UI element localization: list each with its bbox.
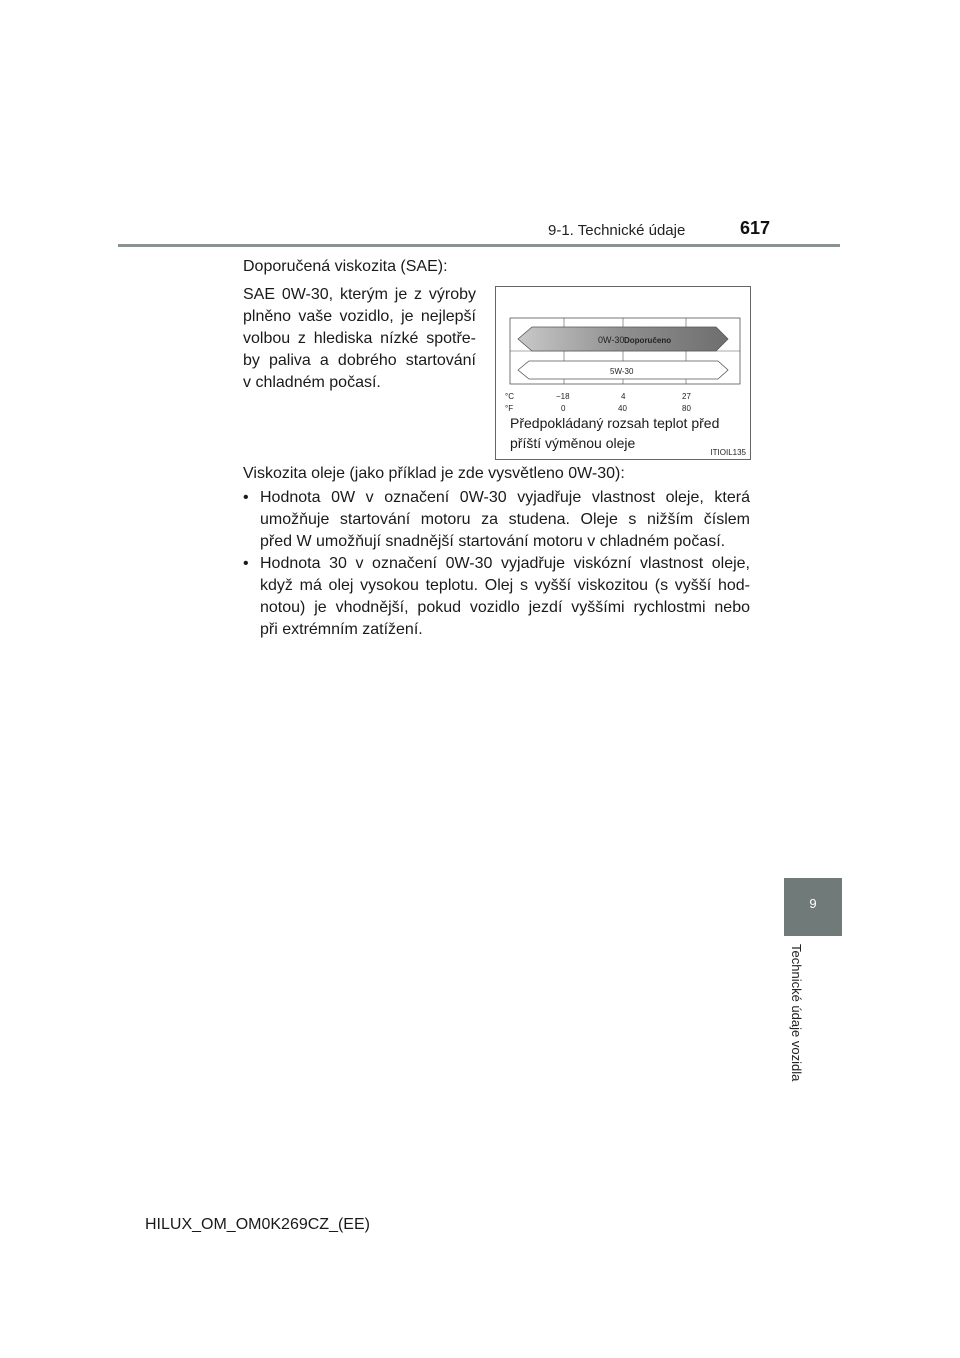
recommendation-paragraph [243, 284, 476, 394]
fahrenheit-unit-label: °F [505, 404, 514, 412]
paragraph-line: plněno vaše vozidlo, je nejlepší [243, 308, 476, 325]
figure-caption-line: Předpokládaný rozsah teplot před [510, 415, 720, 431]
bullet-line: umožňuje startování motoru za studena. Oleje s nižším číslem [260, 511, 750, 528]
paragraph-line: volbou z hlediska nízké spotře- [243, 330, 476, 347]
recommended-label: Doporučeno [624, 336, 672, 345]
footer-doc-id: HILUX_OM_OM0K269CZ_(EE) [145, 1216, 370, 1233]
chapter-side-label-text: Technické údaje vozidla [789, 944, 804, 1082]
fahrenheit-tick: 0 [561, 404, 566, 412]
bullet-line: Hodnota 0W v označení 0W-30 vyjadřuje vlastnost oleje, která [260, 489, 750, 506]
viscosity-temperature-diagram [496, 287, 750, 412]
paragraph-line: by paliva a dobrého startování [243, 352, 476, 369]
celsius-tick: 27 [682, 392, 691, 401]
oil-0w30-label: 0W-30 [598, 335, 625, 345]
page-number: 617 [740, 218, 771, 238]
paragraph-line: v chladném počasí. [243, 374, 381, 391]
bullet-line: když má olej vysokou teplotu. Olej s vyšší viskozitou (s vyšší hod- [260, 577, 750, 594]
chapter-tab-number: 9 [809, 896, 817, 911]
fahrenheit-tick: 80 [682, 404, 691, 412]
bullet-item-30 [243, 553, 750, 641]
figure-code: ITIOIL135 [710, 448, 746, 457]
figure-caption [510, 413, 719, 453]
bullet-item-0w [243, 487, 750, 553]
viscosity-figure [495, 286, 751, 460]
chapter-side-label [789, 944, 813, 1104]
figure-caption-line: příští výměnou oleje [510, 435, 636, 451]
oil-5w30-label: 5W-30 [610, 367, 634, 376]
bullet-marker: • [243, 555, 249, 572]
viscosity-intro: Viskozita oleje (jako příklad je zde vysvětleno 0W-30): [243, 465, 625, 482]
celsius-tick: −18 [556, 392, 570, 401]
bullet-marker: • [243, 489, 249, 506]
bullet-line: před W umožňují snadnější startování motoru v chladném počasí. [260, 533, 726, 550]
chapter-tab[interactable] [784, 878, 842, 936]
celsius-tick: 4 [621, 392, 626, 401]
paragraph-line: SAE 0W-30, kterým je z výroby [243, 286, 476, 303]
recommended-viscosity-heading: Doporučená viskozita (SAE): [243, 258, 448, 275]
bullet-line: Hodnota 30 v označení 0W-30 vyjadřuje viskózní vlastnost oleje, [260, 555, 750, 572]
bullet-line: při extrémním zatížení. [260, 621, 423, 638]
section-title: 9-1. Technické údaje [548, 222, 686, 239]
celsius-unit-label: °C [505, 392, 514, 401]
fahrenheit-tick: 40 [618, 404, 627, 412]
bullet-line: notou) je vhodnější, pokud vozidlo jezdí vyššími rychlostmi nebo [260, 599, 750, 616]
header-rule [118, 244, 840, 247]
